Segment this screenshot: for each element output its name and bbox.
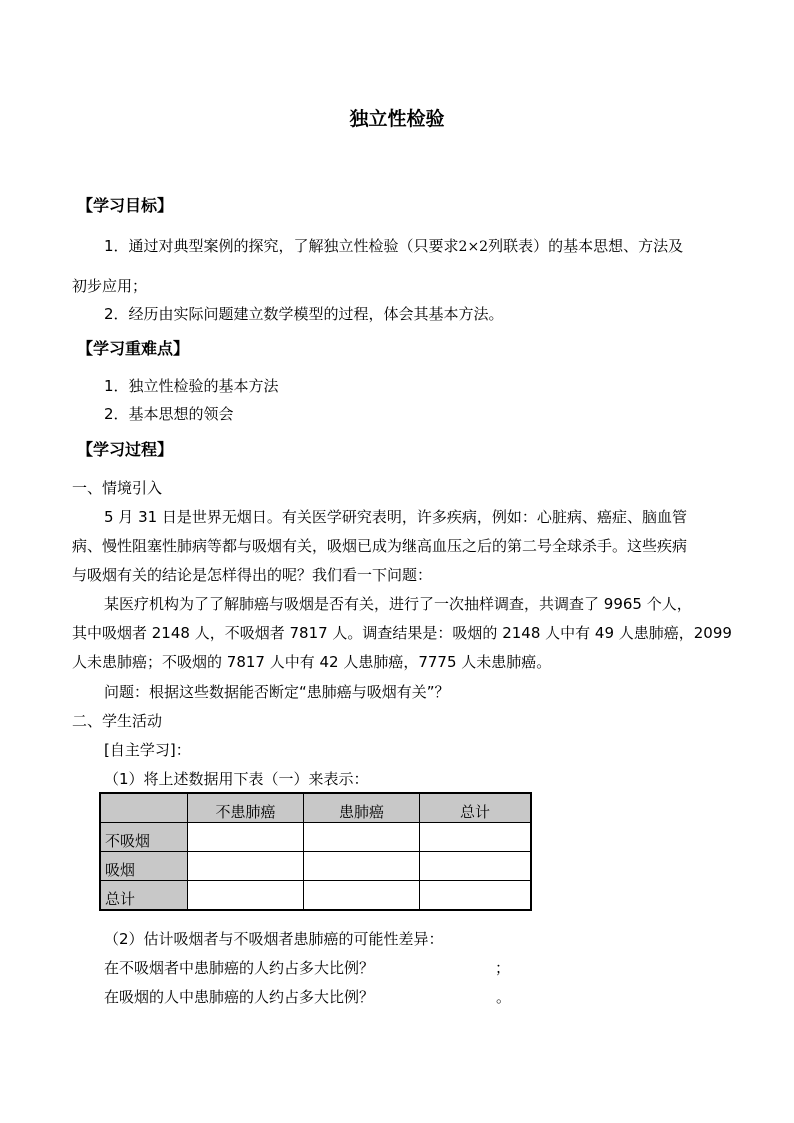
table-row	[100, 823, 531, 852]
self-study-label: [自主学习]：	[104, 741, 191, 759]
intro-paragraph-line-2: 病、慢性阻塞性肺病等都与吸烟有关，吸烟已成为继高血压之后的第二号全球杀手。这些疾病	[72, 537, 688, 555]
column-header-total: 总计	[420, 793, 532, 823]
step-1-instruction: （1）将上述数据用下表（一）来表示：	[104, 770, 369, 788]
contingency-size-math: 2×2	[458, 239, 489, 255]
section-heading-key-points: 【学习重难点】	[77, 339, 190, 358]
table-cell[interactable]	[420, 823, 532, 852]
table-cell[interactable]	[188, 823, 304, 852]
key-point-item-1: 1．独立性检验的基本方法	[104, 377, 279, 395]
table-cell[interactable]	[188, 881, 304, 911]
step-2-instruction: （2）估计吸烟者与不吸烟者患肺癌的可能性差异：	[104, 930, 444, 948]
contingency-table	[99, 792, 532, 911]
table-cell[interactable]	[304, 823, 420, 852]
section-heading-goals: 【学习目标】	[77, 196, 174, 215]
question-1-end-mark: ；	[495, 959, 511, 977]
part-2-heading: 二、学生活动	[72, 712, 163, 730]
goal-item-1	[104, 236, 683, 257]
row-header-non-smoker: 不吸烟	[100, 823, 188, 852]
intro-paragraph-line-3: 与吸烟有关的结论是怎样得出的呢？我们看一下问题：	[72, 566, 433, 584]
table-row	[100, 881, 531, 911]
question-text: 问题：根据这些数据能否断定“患肺癌与吸烟有关”？	[104, 683, 450, 701]
table-header-row	[100, 793, 531, 823]
goal-item-1-text-b: 列联表）的基本思想、方法及	[488, 237, 684, 255]
table-cell[interactable]	[304, 852, 420, 881]
page-title: 独立性检验	[349, 108, 445, 130]
table-cell[interactable]	[188, 852, 304, 881]
table-cell[interactable]	[304, 881, 420, 911]
table-cell[interactable]	[420, 881, 532, 911]
table-row	[100, 852, 531, 881]
table-corner-cell	[100, 793, 188, 823]
survey-paragraph-line-1: 某医疗机构为了了解肺癌与吸烟是否有关，进行了一次抽样调查，共调查了 9965 个人，	[104, 595, 692, 613]
survey-paragraph-line-3: 人未患肺癌；不吸烟的 7817 人中有 42 人患肺癌，7775 人未患肺癌。	[72, 653, 552, 671]
question-1-text: 在不吸烟者中患肺癌的人约占多大比例？	[104, 959, 375, 977]
part-1-heading: 一、情境引入	[72, 479, 163, 497]
goal-item-1-text-a: 1．通过对典型案例的探究，了解独立性检验（只要求	[104, 237, 459, 255]
column-header-no-cancer: 不患肺癌	[188, 793, 304, 823]
question-2-end-mark: 。	[496, 988, 512, 1006]
table-cell[interactable]	[420, 852, 532, 881]
survey-paragraph-line-2: 其中吸烟者 2148 人，不吸烟者 7817 人。调查结果是：吸烟的 2148 人中有 49 人患肺癌，2099	[72, 624, 732, 642]
question-2-text: 在吸烟的人中患肺癌的人约占多大比例？	[104, 988, 375, 1006]
goal-item-2: 2．经历由实际问题建立数学模型的过程，体会其基本方法。	[104, 305, 504, 323]
row-header-total: 总计	[100, 881, 188, 911]
intro-paragraph-line-1: 5 月 31 日是世界无烟日。有关医学研究表明，许多疾病，例如：心脏病、癌症、脑血管	[104, 508, 687, 526]
section-heading-process: 【学习过程】	[77, 440, 174, 459]
column-header-cancer: 患肺癌	[304, 793, 420, 823]
row-header-smoker: 吸烟	[100, 852, 188, 881]
goal-item-1-continuation: 初步应用；	[72, 277, 148, 295]
key-point-item-2: 2．基本思想的领会	[104, 405, 234, 423]
